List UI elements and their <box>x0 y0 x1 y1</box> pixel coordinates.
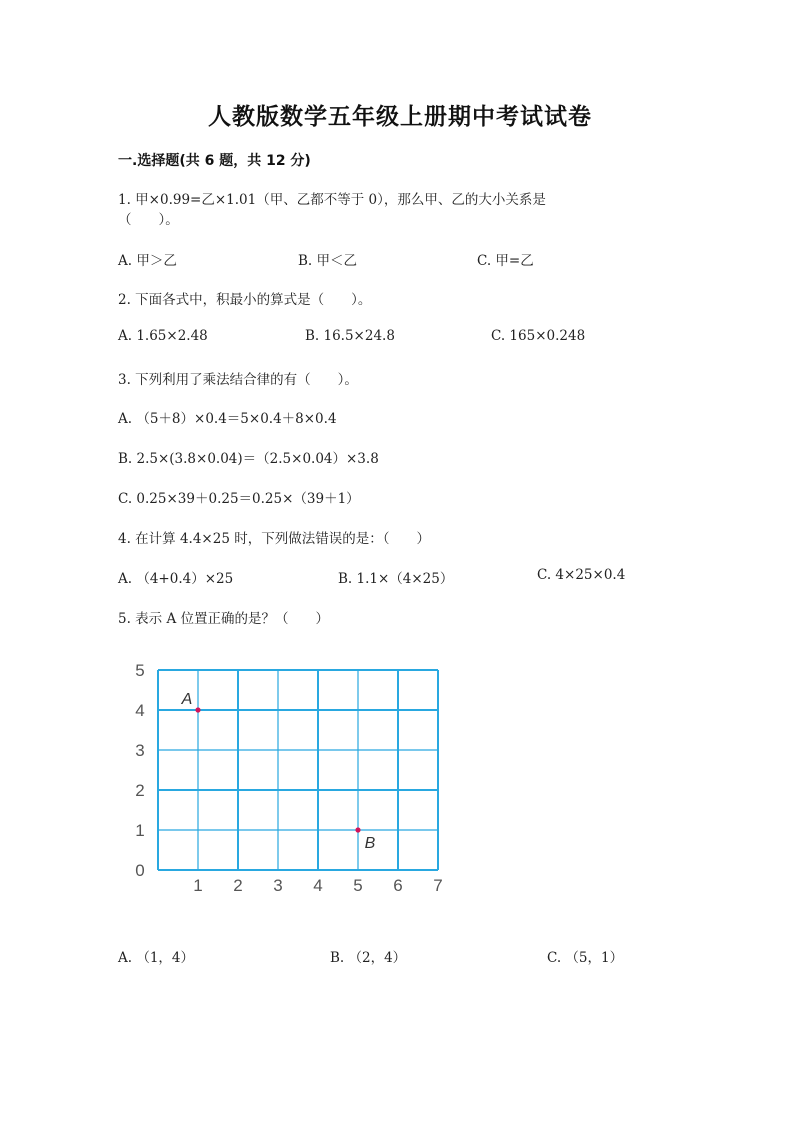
question-5-option-a[interactable]: A. （1，4） <box>118 950 195 966</box>
x-tick-label: 2 <box>233 876 243 895</box>
question-3-option-b[interactable]: B. 2.5×(3.8×0.04)＝（2.5×0.04）×3.8 <box>118 451 379 467</box>
question-3-option-c[interactable]: C. 0.25×39＋0.25＝0.25×（39＋1） <box>118 491 360 507</box>
point-b-label: B <box>364 835 376 852</box>
section-heading: 一.选择题(共 6 题，共 12 分) <box>118 153 311 169</box>
question-3-option-a[interactable]: A. （5＋8）×0.4＝5×0.4＋8×0.4 <box>118 411 337 427</box>
x-tick-label: 4 <box>313 876 323 895</box>
question-4-option-c[interactable]: C. 4×25×0.4 <box>537 567 626 583</box>
y-tick-label: 3 <box>135 741 145 760</box>
question-4-option-a[interactable]: A. （4+0.4）×25 <box>118 571 234 587</box>
coordinate-grid <box>128 660 458 900</box>
question-1-text-cont: （ ）。 <box>118 212 179 228</box>
question-2-option-a[interactable]: A. 1.65×2.48 <box>118 328 208 344</box>
question-1-option-b[interactable]: B. 甲＜乙 <box>298 253 358 269</box>
question-4-option-b[interactable]: B. 1.1×（4×25） <box>338 571 454 587</box>
question-3-text: 3. 下列利用了乘法结合律的有（ ）。 <box>118 372 358 388</box>
question-5-option-b[interactable]: B. （2，4） <box>330 950 407 966</box>
point-a-label: A <box>181 691 193 708</box>
question-1-option-c[interactable]: C. 甲=乙 <box>477 253 534 269</box>
question-2-text: 2. 下面各式中，积最小的算式是（ ）。 <box>118 292 372 308</box>
question-1-text: 1. 甲×0.99=乙×1.01（甲、乙都不等于 0），那么甲、乙的大小关系是 <box>118 192 546 208</box>
x-tick-label: 3 <box>273 876 283 895</box>
page-title: 人教版数学五年级上册期中考试试卷 <box>208 104 592 130</box>
point-b-marker <box>355 827 360 832</box>
question-4-text: 4. 在计算 4.4×25 时，下列做法错误的是：（ ） <box>118 531 430 547</box>
grid-background <box>158 670 438 870</box>
y-tick-label: 4 <box>135 701 145 720</box>
question-5-option-c[interactable]: C. （5，1） <box>547 950 624 966</box>
y-tick-label: 1 <box>135 821 145 840</box>
x-tick-label: 1 <box>193 876 203 895</box>
x-tick-label: 6 <box>393 876 403 895</box>
y-tick-label: 5 <box>135 661 145 680</box>
y-tick-label: 0 <box>135 861 145 880</box>
question-2-option-b[interactable]: B. 16.5×24.8 <box>305 328 395 344</box>
question-5-text: 5. 表示 A 位置正确的是？（ ） <box>118 611 330 627</box>
question-2-option-c[interactable]: C. 165×0.248 <box>491 328 586 344</box>
question-1-option-a[interactable]: A. 甲＞乙 <box>118 253 177 269</box>
x-tick-label: 7 <box>433 876 443 895</box>
y-tick-label: 2 <box>135 781 145 800</box>
point-a-marker <box>195 707 200 712</box>
x-tick-label: 5 <box>353 876 363 895</box>
